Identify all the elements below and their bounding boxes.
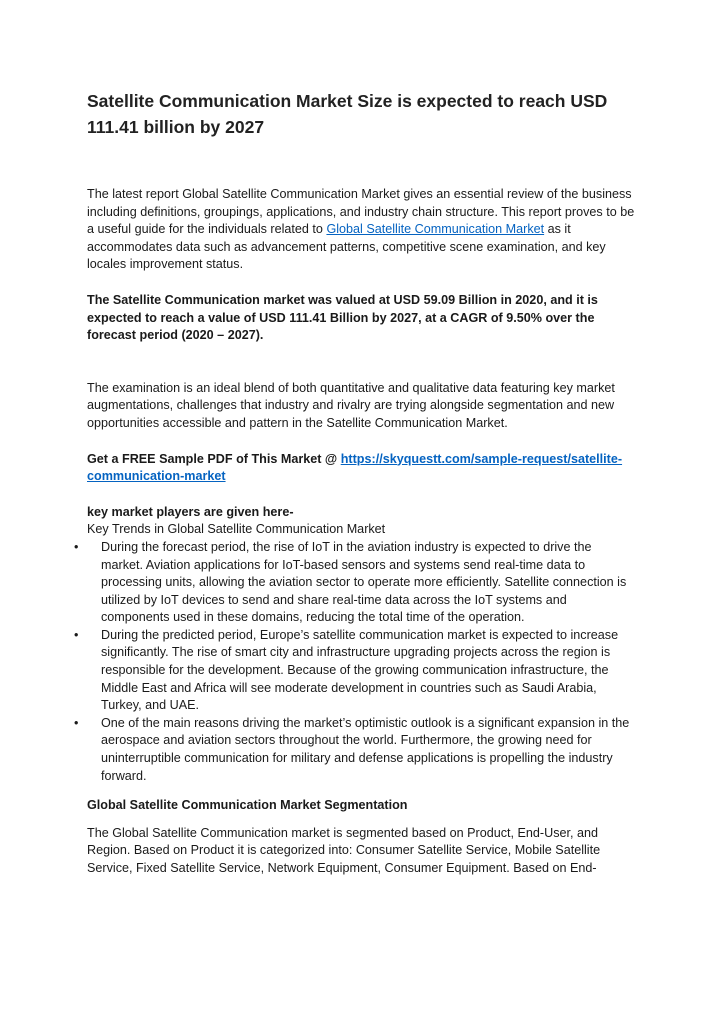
sample-label: Get a FREE Sample PDF of This Market @ bbox=[87, 451, 341, 466]
trend-text: During the forecast period, the rise of IoT in the aviation industry is expected to drive the market. Aviation applications for IoT-based sensors and systems send real-time data to processing units, allowing the aviation sector to operate more efficiently. Satellite connection is utilized by IoT devices to send and share real-time data across the IoT systems and components used in these domains, reducing the total time of the operation. bbox=[101, 539, 627, 625]
list-item bbox=[74, 715, 635, 785]
bullet-icon: • bbox=[74, 627, 79, 642]
segmentation-heading: Global Satellite Communication Market Segmentation bbox=[87, 798, 408, 813]
intro-paragraph bbox=[87, 186, 635, 274]
sample-request-paragraph bbox=[87, 451, 635, 486]
players-heading: key market players are given here- bbox=[87, 504, 294, 519]
segmentation-paragraph: The Global Satellite Communication market is segmented based on Product, End-User, and Region. Based on Product it is categorized into: Consumer Satellite Service, Mobile Satellite Service, Fixed Satellite Service, Network Equipment, Consumer Equipment. Based on End- bbox=[87, 825, 601, 875]
trend-text: One of the main reasons driving the market’s optimistic outlook is a significant expansion in the aerospace and aviation sectors throughout the world. Furthermore, the growing need for uninterruptible communication for military and defense applications is propelling the industry forward. bbox=[101, 715, 630, 783]
intro-text-before: The latest report Global Satellite Communication Market gives an essential review of the business including definitions, groupings, applications, and industry chain structure. This report proves to be a useful guide for the individuals related to bbox=[87, 187, 635, 237]
examination-paragraph: The examination is an ideal blend of both quantitative and qualitative data featuring key market augmentations, challenges that industry and rivalry are trying alongside segmentation and new opportunities accessible and pattern in the Satellite Communication Market. bbox=[87, 380, 615, 430]
market-value-paragraph: The Satellite Communication market was valued at USD 59.09 Billion in 2020, and it is expected to reach a value of USD 111.41 Billion by 2027, at a CAGR of 9.50% over the forecast period (2020 – 2027). bbox=[87, 292, 598, 343]
trends-heading: Key Trends in Global Satellite Communication Market bbox=[87, 522, 386, 537]
page-title: Satellite Communication Market Size is expected to reach USD 111.41 billion by 2027 bbox=[87, 91, 608, 137]
document-page bbox=[74, 88, 635, 878]
bullet-icon: • bbox=[74, 539, 79, 554]
trend-text: During the predicted period, Europe’s satellite communication market is expected to increase significantly. The rise of smart city and infrastructure upgrading projects across the region is responsible for the development. Because of the growing communication infrastructure, the Middle East and Africa will see moderate development in countries such as Saudi Arabia, Turkey, and UAE. bbox=[101, 627, 619, 713]
intro-text-after: as it accommodates data such as advancement patterns, competitive scene examination, and key locales improvement status. bbox=[87, 222, 606, 272]
bullet-icon: • bbox=[74, 715, 79, 730]
trends-list bbox=[74, 539, 635, 785]
market-report-link[interactable]: Global Satellite Communication Market bbox=[326, 222, 545, 237]
list-item bbox=[74, 627, 635, 715]
list-item bbox=[74, 539, 635, 627]
sample-request-link[interactable]: https://skyquestt.com/sample-request/satellite-communication-market bbox=[87, 451, 623, 484]
